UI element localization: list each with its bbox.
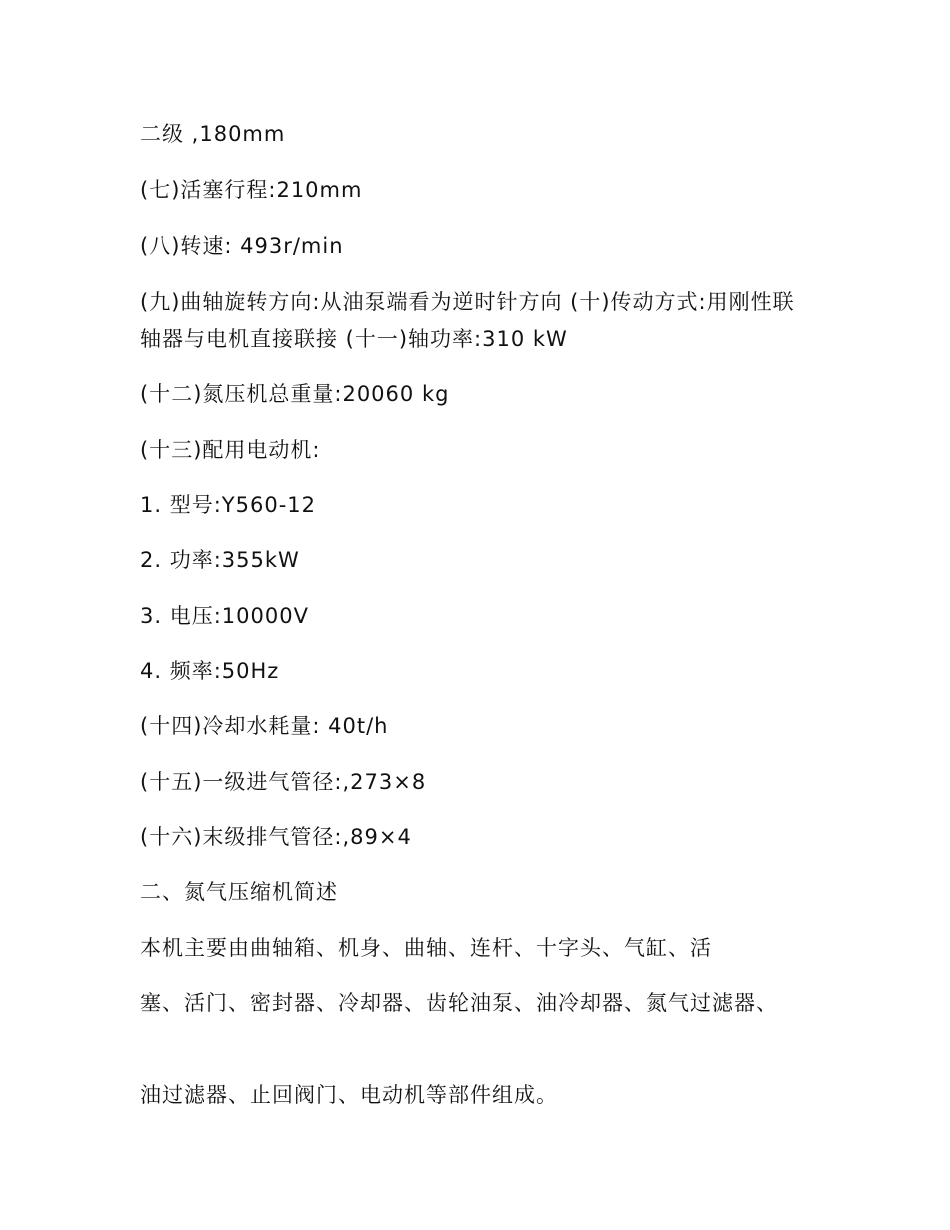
- text-line-outlet-pipe: (十六)末级排气管径:,89×4: [140, 825, 412, 849]
- text-line-cooling-water: (十四)冷却水耗量: 40t/h: [140, 714, 389, 738]
- text-line-motor-frequency: 4. 频率:50Hz: [140, 659, 280, 683]
- text-line-motor-heading: (十三)配用电动机:: [140, 438, 321, 462]
- text-line-stage2-diameter: 二级 ,180mm: [140, 122, 286, 146]
- text-line-components-1: 本机主要由曲轴箱、机身、曲轴、连杆、十字头、气缸、活: [140, 936, 712, 960]
- text-line-components-3: 油过滤器、止回阀门、电动机等部件组成。: [140, 1083, 558, 1107]
- section-heading-compressor-overview: 二、氮气压缩机简述: [140, 880, 338, 904]
- text-line-total-weight: (十二)氮压机总重量:20060 kg: [140, 382, 450, 406]
- text-paragraph-rotation-drive-power: (九)曲轴旋转方向:从油泵端看为逆时针方向 (十)传动方式:用刚性联轴器与电机直接联接 (十一)轴功率:310 kW: [140, 290, 795, 351]
- text-paragraph-components-2: 塞、活门、密封器、冷却器、齿轮油泵、油冷却器、氮气过滤器、: [140, 991, 778, 1015]
- text-line-motor-voltage: 3. 电压:10000V: [140, 604, 309, 628]
- text-line-motor-model: 1. 型号:Y560-12: [140, 493, 316, 517]
- text-line-motor-power: 2. 功率:355kW: [140, 548, 300, 572]
- text-line-rotation-speed: (八)转速: 493r/min: [140, 234, 344, 258]
- text-line-piston-stroke: (七)活塞行程:210mm: [140, 178, 363, 202]
- text-line-inlet-pipe: (十五)一级进气管径:,273×8: [140, 770, 427, 794]
